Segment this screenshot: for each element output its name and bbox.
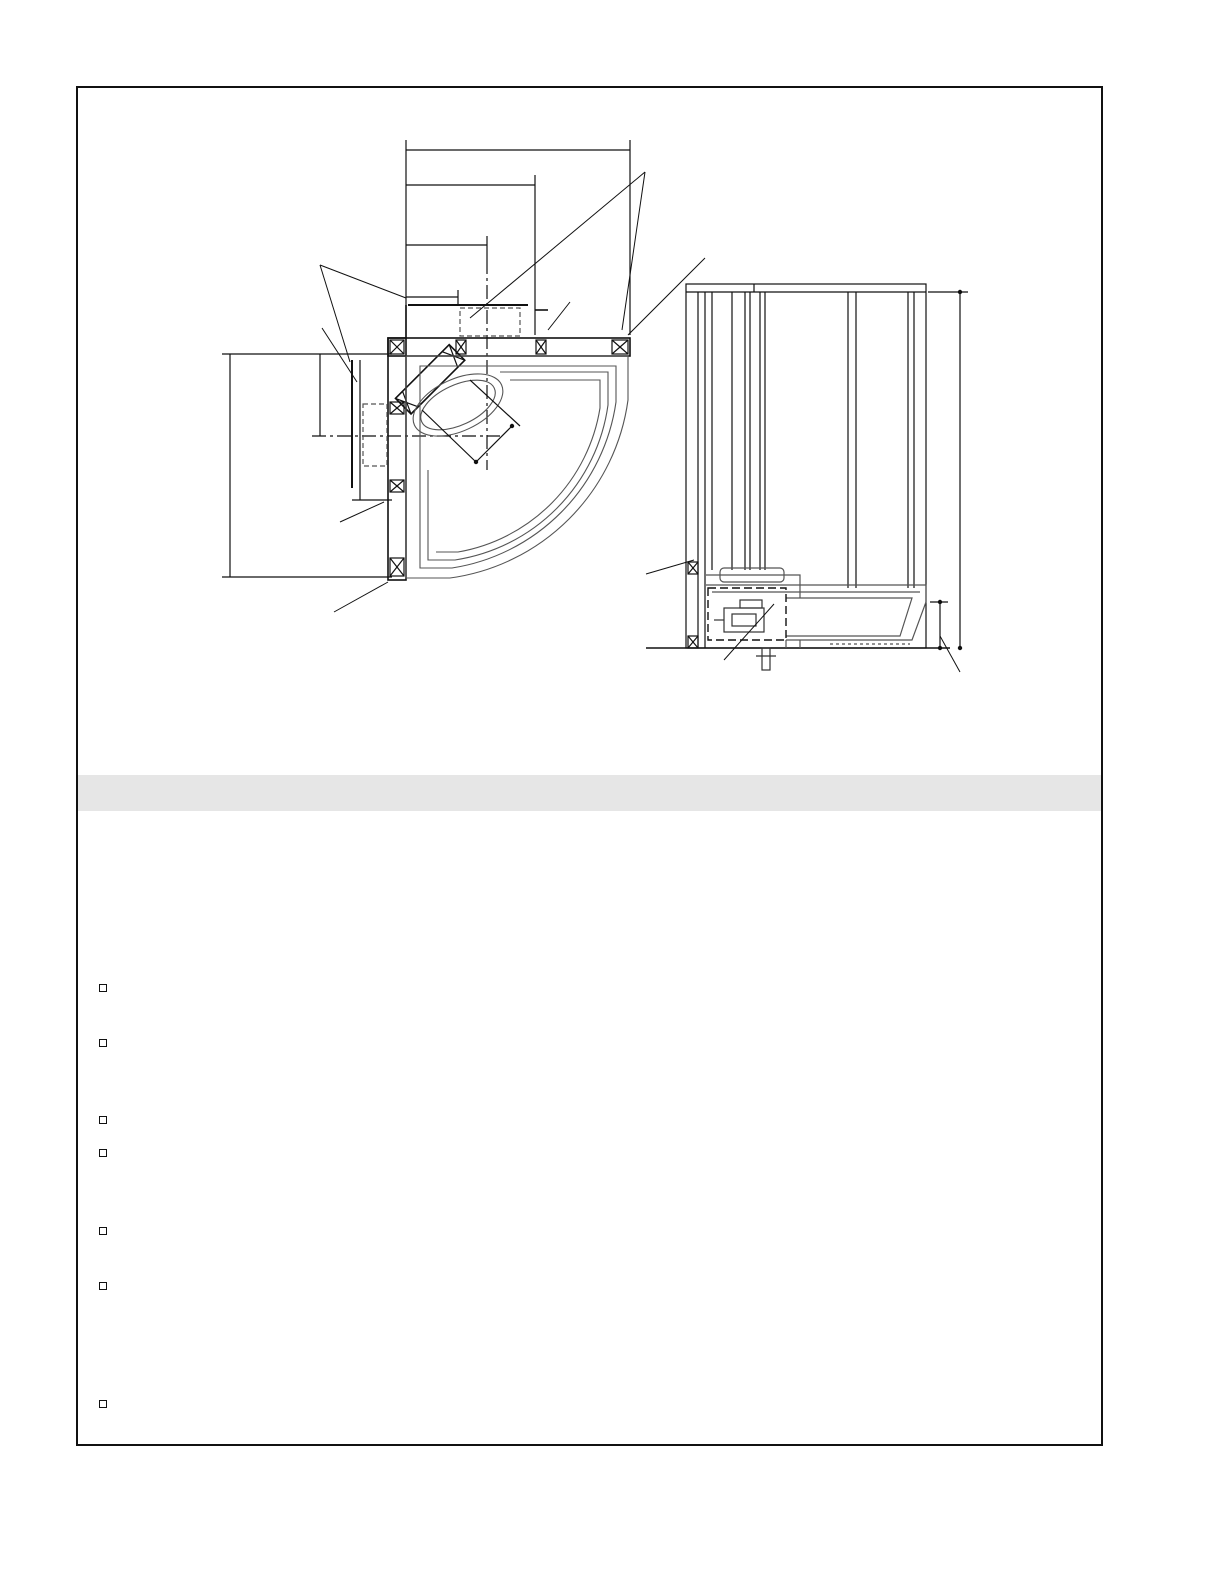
plan-view <box>222 140 705 612</box>
checklist-checkbox[interactable] <box>99 1400 107 1408</box>
section-header-band <box>78 775 1101 811</box>
access-panel-left <box>363 404 387 466</box>
checklist-checkbox[interactable] <box>99 1149 107 1157</box>
studs-top <box>390 340 628 354</box>
checklist-checkbox[interactable] <box>99 1116 107 1124</box>
tub-outline <box>404 356 628 578</box>
diagonal-dimension <box>422 380 520 464</box>
checklist-checkbox[interactable] <box>99 1039 107 1047</box>
top-dimension-lines <box>406 140 630 340</box>
leader-lines <box>320 172 705 612</box>
checklist-checkbox[interactable] <box>99 984 107 992</box>
elevation-leaders <box>646 560 960 672</box>
side-elevation <box>646 284 968 672</box>
vertical-panels <box>698 292 914 648</box>
enclosure-frame <box>686 284 926 648</box>
studs-left <box>390 402 404 576</box>
left-dimension-lines <box>222 354 500 577</box>
checklist-checkbox[interactable] <box>99 1282 107 1290</box>
access-panel-top <box>460 308 520 336</box>
walls <box>388 305 630 580</box>
pump-motor <box>714 600 776 670</box>
right-dimension-lines <box>928 290 968 649</box>
installation-drawing <box>0 0 1225 780</box>
checklist-checkbox[interactable] <box>99 1227 107 1235</box>
